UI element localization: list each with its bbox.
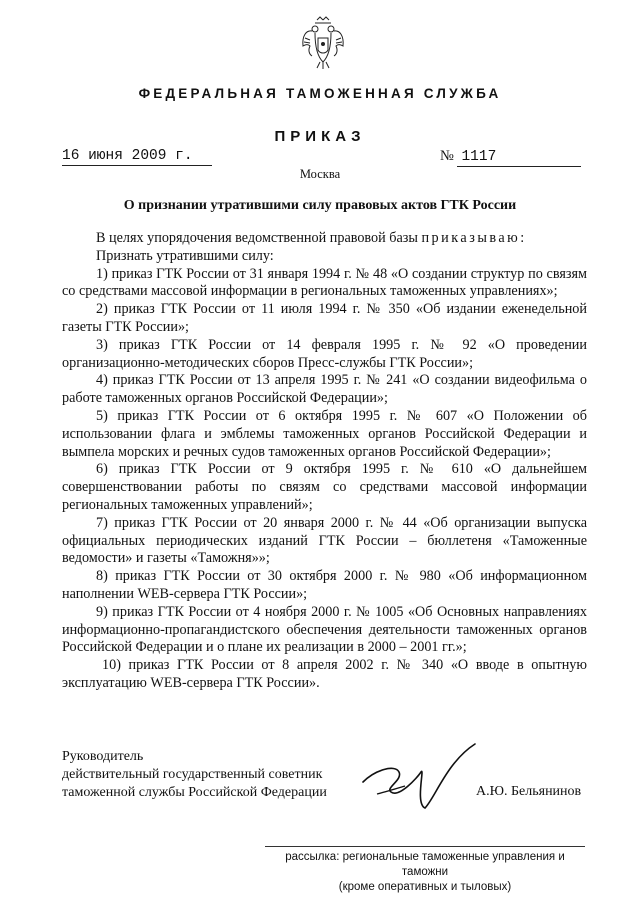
document-number-field (440, 148, 581, 167)
distribution-line-1: рассылка: региональные таможенные управления и таможни (285, 851, 565, 878)
list-item-6: 6) приказ ГТК России от 9 октября 1995 г. № 610 «О дальнейшем совершенствовании работы по связям со средствами массовой информации региональных таможенных управлений»; (62, 461, 587, 513)
list-item-4: 4) приказ ГТК России от 13 апреля 1995 г. № 241 «О создании видеофильма о работе таможенных органов Российской Федерации»; (62, 372, 587, 407)
agency-name: ФЕДЕРАЛЬНАЯ ТАМОЖЕННАЯ СЛУЖБА (138, 86, 502, 101)
order-word: приказываю: (421, 230, 527, 246)
list-item-10: 10) приказ ГТК России от 8 апреля 2002 г. № 340 «О вводе в опытную эксплуатацию WEB-сервера ГТК России». (62, 657, 587, 691)
document-body (62, 230, 587, 693)
signatory-line-1: Руководитель (62, 749, 144, 764)
list-item-3: 3) приказ ГТК России от 14 февраля 1995 г. № 92 «О проведении организационно-методических сборов Пресс-службы ГТК России»; (62, 336, 587, 371)
repeal-intro: Признать утратившими силу: (96, 247, 274, 264)
document-date: 16 июня 2009 г. (62, 148, 212, 166)
distribution-line-2: (кроме оперативных и тыловых) (338, 881, 512, 893)
number-prefix: № (440, 148, 454, 164)
signatory-line-2: действительный государственный советник (62, 767, 323, 782)
signatory-title (62, 748, 327, 802)
list-item-9: 9) приказ ГТК России от 4 ноября 2000 г. № 1005 «Об Основных направлениях информационно-пропагандистского обеспечения деятельности таможенных органов Российской Федерации и о плане их реализации в 2000 – 2001 гг.»; (62, 603, 587, 656)
intro-text: В целях упорядочения ведомственной правовой базы (96, 230, 418, 246)
list-item-2: 2) приказ ГТК России от 11 июля 1994 г. № 350 «Об издании еженедельной газеты ГТК России»; (62, 301, 587, 335)
handwritten-signature-icon (355, 742, 485, 812)
signatory-name: А.Ю. Бельянинов (476, 784, 582, 799)
list-item-8: 8) приказ ГТК России от 30 октября 2000 г. № 980 «Об информационном наполнении WEB-сервера ГТК России»; (62, 568, 587, 602)
list-item-7: 7) приказ ГТК России от 20 января 2000 г. № 44 «Об организации выпуска официальных периодических изданий ГТК России – бюллетеня «Таможенные ведомости» и газеты «Таможня»»; (62, 514, 587, 567)
signatory-line-3: таможенной службы Российской Федерации (62, 785, 327, 800)
document-city: Москва (299, 167, 341, 181)
list-item-5: 5) приказ ГТК России от 6 октября 1995 г. № 607 «О Положении об использовании флага и эмблемы таможенных органов Российской Федерации и вымпела морских и речных судов таможенных органов Российской Федерации»; (62, 407, 587, 460)
document-type: ПРИКАЗ (274, 128, 366, 145)
list-item-1: 1) приказ ГТК России от 31 января 1994 г. № 48 «О создании структур по связям со средствами массовой информации в региональных таможенных управлениях»; (62, 265, 587, 300)
double-headed-eagle-emblem-icon (300, 16, 346, 70)
distribution-list (265, 846, 585, 895)
document-title: О признании утратившими силу правовых актов ГТК России (123, 198, 517, 213)
document-number: 1117 (457, 149, 581, 167)
intro-paragraph (62, 230, 587, 248)
